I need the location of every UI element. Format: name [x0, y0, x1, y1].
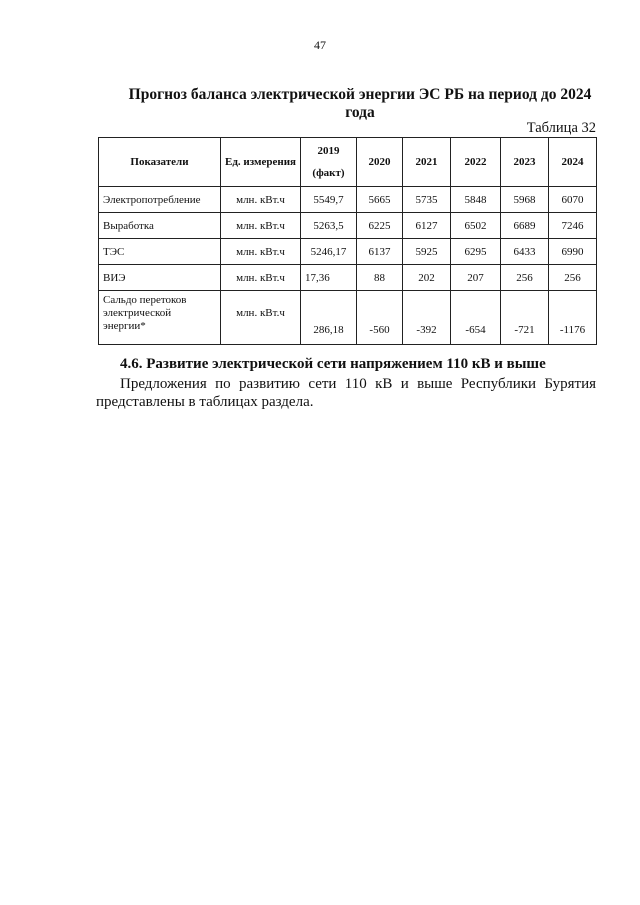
row-value: 6225 [357, 213, 403, 239]
row-indicator: Электропотребление [99, 187, 221, 213]
row-value: 6990 [549, 239, 597, 265]
row-value: -560 [357, 291, 403, 345]
row-value: 5263,5 [301, 213, 357, 239]
row-unit: млн. кВт.ч [221, 291, 301, 345]
row-value: 256 [549, 265, 597, 291]
row-value: 5968 [501, 187, 549, 213]
row-indicator: Выработка [99, 213, 221, 239]
row-unit: млн. кВт.ч [221, 239, 301, 265]
row-unit: млн. кВт.ч [221, 187, 301, 213]
row-indicator: ТЭС [99, 239, 221, 265]
row-value: 7246 [549, 213, 597, 239]
section-heading: 4.6. Развитие электрической сети напряжением 110 кВ и выше [120, 356, 546, 372]
row-value: 88 [357, 265, 403, 291]
table-row [99, 239, 597, 265]
header-year-2023: 2023 [501, 138, 549, 187]
table-row [99, 291, 597, 345]
row-value: 202 [403, 265, 451, 291]
row-value: 256 [501, 265, 549, 291]
row-value: 5665 [357, 187, 403, 213]
page-number: 47 [314, 38, 326, 52]
table-row [99, 265, 597, 291]
table-row [99, 213, 597, 239]
header-year-2024: 2024 [549, 138, 597, 187]
header-unit: Ед. измерения [221, 138, 301, 187]
row-value: 17,36 [301, 265, 357, 291]
header-indicator: Показатели [99, 138, 221, 187]
row-unit: млн. кВт.ч [221, 213, 301, 239]
header-year-2019 [301, 138, 357, 187]
table-row [99, 187, 597, 213]
row-unit: млн. кВт.ч [221, 265, 301, 291]
row-value: -721 [501, 291, 549, 345]
row-value: 6295 [451, 239, 501, 265]
body-paragraph: Предложения по развитию сети 110 кВ и выше Республики Бурятия представлены в таблицах раздела. [96, 376, 596, 410]
row-value: -1176 [549, 291, 597, 345]
table-caption: Таблица 32 [526, 120, 596, 136]
row-value: 6502 [451, 213, 501, 239]
row-value: 286,18 [301, 291, 357, 345]
header-year-2022: 2022 [451, 138, 501, 187]
row-value: 5246,17 [301, 239, 357, 265]
header-year-label: 2019 [317, 145, 340, 157]
header-year-2020: 2020 [357, 138, 403, 187]
header-year-note: (факт) [312, 167, 345, 179]
row-value: 5848 [451, 187, 501, 213]
table-header-row [99, 138, 597, 187]
row-value: -392 [403, 291, 451, 345]
row-value: 6137 [357, 239, 403, 265]
document-title: Прогноз баланса электрической энергии ЭС РБ на период до 2024 года [128, 86, 592, 121]
row-value: 5549,7 [301, 187, 357, 213]
row-value: 5735 [403, 187, 451, 213]
row-value: 5925 [403, 239, 451, 265]
header-year-2021: 2021 [403, 138, 451, 187]
row-indicator: Сальдо перетоков электрической энергии* [99, 291, 221, 345]
row-value: -654 [451, 291, 501, 345]
row-value: 6127 [403, 213, 451, 239]
row-value: 6689 [501, 213, 549, 239]
row-value: 207 [451, 265, 501, 291]
forecast-table [98, 137, 597, 345]
row-indicator: ВИЭ [99, 265, 221, 291]
row-value: 6070 [549, 187, 597, 213]
row-value: 6433 [501, 239, 549, 265]
